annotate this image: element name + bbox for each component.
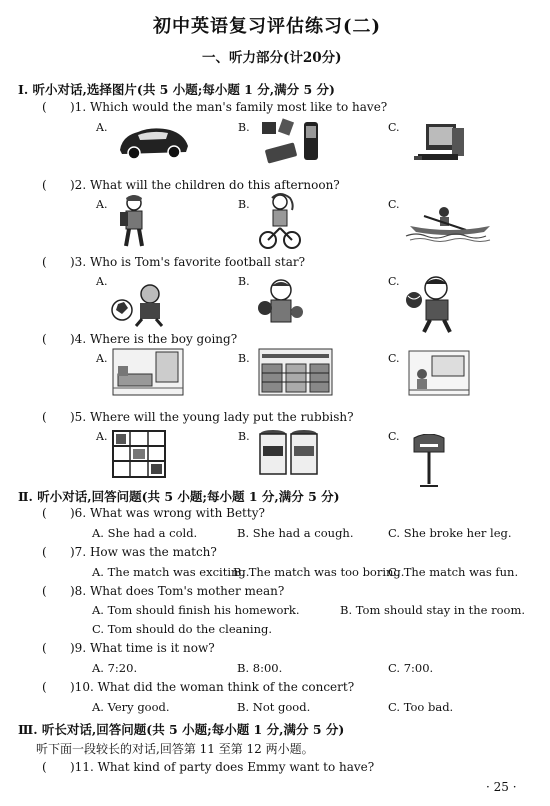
classroom-icon[interactable] xyxy=(408,350,470,396)
supermarket-icon[interactable] xyxy=(258,348,333,396)
part-title: 一、听力部分(计20分) xyxy=(202,50,342,66)
option-label: A. xyxy=(96,275,108,288)
question-8-paren: ( xyxy=(42,584,47,598)
option-label: B. xyxy=(238,198,250,211)
option-c[interactable]: C. Tom should do the cleaning. xyxy=(92,622,273,636)
section-1-heading: Ⅰ. 听小对话,选择图片(共 5 小题;每小题 1 分,满分 5 分) xyxy=(18,82,335,97)
trash-bins-icon[interactable] xyxy=(258,428,320,478)
question-5-text: )5. Where will the young lady put the rubbish? xyxy=(70,410,354,424)
question-10-paren: ( xyxy=(42,680,47,694)
option-label: A. xyxy=(96,352,108,365)
question-5-paren: ( xyxy=(42,410,47,424)
option-c[interactable]: C. She broke her leg. xyxy=(388,526,512,540)
option-label: A. xyxy=(96,121,108,134)
hiking-child-icon[interactable] xyxy=(114,194,154,250)
page-number: · 25 · xyxy=(486,780,517,794)
section-3-heading: Ⅲ. 听长对话,回答问题(共 5 小题;每小题 1 分,满分 5 分) xyxy=(18,722,345,737)
option-label: C. xyxy=(388,430,400,443)
mailbox-icon[interactable] xyxy=(408,434,450,488)
option-a[interactable]: A. Tom should finish his homework. xyxy=(92,603,300,617)
cycling-girl-icon[interactable] xyxy=(258,192,303,250)
question-1-paren: ( xyxy=(42,100,47,114)
question-9-text: )9. What time is it now? xyxy=(70,641,215,655)
option-label: A. xyxy=(96,430,108,443)
car-icon[interactable] xyxy=(116,122,191,160)
basketball-player-icon[interactable] xyxy=(402,274,462,334)
option-label: C. xyxy=(388,198,400,211)
football-player-icon[interactable] xyxy=(108,282,172,327)
question-10-text: )10. What did the woman think of the concert? xyxy=(70,680,355,694)
question-4-paren: ( xyxy=(42,332,47,346)
option-label: B. xyxy=(238,430,250,443)
section-2-heading: Ⅱ. 听小对话,回答问题(共 5 小题;每小题 1 分,满分 5 分) xyxy=(18,489,340,504)
question-8-text: )8. What does Tom's mother mean? xyxy=(70,584,285,598)
mobile-phones-icon[interactable] xyxy=(258,118,328,166)
option-b[interactable]: B. Not good. xyxy=(237,700,311,714)
question-9-paren: ( xyxy=(42,641,47,655)
option-label: A. xyxy=(96,198,108,211)
question-3-paren: ( xyxy=(42,255,47,269)
option-label: B. xyxy=(238,121,250,134)
option-b[interactable]: B. 8:00. xyxy=(237,661,283,675)
option-b[interactable]: B. She had a cough. xyxy=(237,526,354,540)
question-2-paren: ( xyxy=(42,178,47,192)
option-label: C. xyxy=(388,121,400,134)
boating-icon[interactable] xyxy=(404,202,496,242)
question-6-text: )6. What was wrong with Betty? xyxy=(70,506,265,520)
option-a[interactable]: A. Very good. xyxy=(92,700,170,714)
question-7-text: )7. How was the match? xyxy=(70,545,217,559)
option-a[interactable]: A. 7:20. xyxy=(92,661,138,675)
option-c[interactable]: C. 7:00. xyxy=(388,661,434,675)
page-title: 初中英语复习评估练习(二) xyxy=(153,16,382,37)
question-4-text: )4. Where is the boy going? xyxy=(70,332,238,346)
bedroom-icon[interactable] xyxy=(112,348,184,396)
section-3-intro: 听下面一段较长的对话,回答第 11 至第 12 两小题。 xyxy=(36,742,314,756)
option-a[interactable]: A. She had a cold. xyxy=(92,526,198,540)
question-11-paren: ( xyxy=(42,760,47,774)
option-b[interactable]: B. The match was too boring. xyxy=(233,565,405,579)
option-a[interactable]: A. The match was exciting. xyxy=(92,565,250,579)
option-b[interactable]: B. Tom should stay in the room. xyxy=(340,603,526,617)
boxer-icon[interactable] xyxy=(255,278,303,330)
option-label: C. xyxy=(388,352,400,365)
question-7-paren: ( xyxy=(42,545,47,559)
bookshelf-icon[interactable] xyxy=(112,430,166,478)
option-label: B. xyxy=(238,275,250,288)
option-label: C. xyxy=(388,275,400,288)
computer-icon[interactable] xyxy=(408,122,473,164)
question-1-text: )1. Which would the man's family most like to have? xyxy=(70,100,388,114)
question-2-text: )2. What will the children do this afternoon? xyxy=(70,178,340,192)
option-c[interactable]: C. Too bad. xyxy=(388,700,454,714)
question-11-text: )11. What kind of party does Emmy want to have? xyxy=(70,760,375,774)
option-label: B. xyxy=(238,352,250,365)
question-3-text: )3. Who is Tom's favorite football star? xyxy=(70,255,306,269)
option-c[interactable]: C. The match was fun. xyxy=(388,565,519,579)
question-6-paren: ( xyxy=(42,506,47,520)
